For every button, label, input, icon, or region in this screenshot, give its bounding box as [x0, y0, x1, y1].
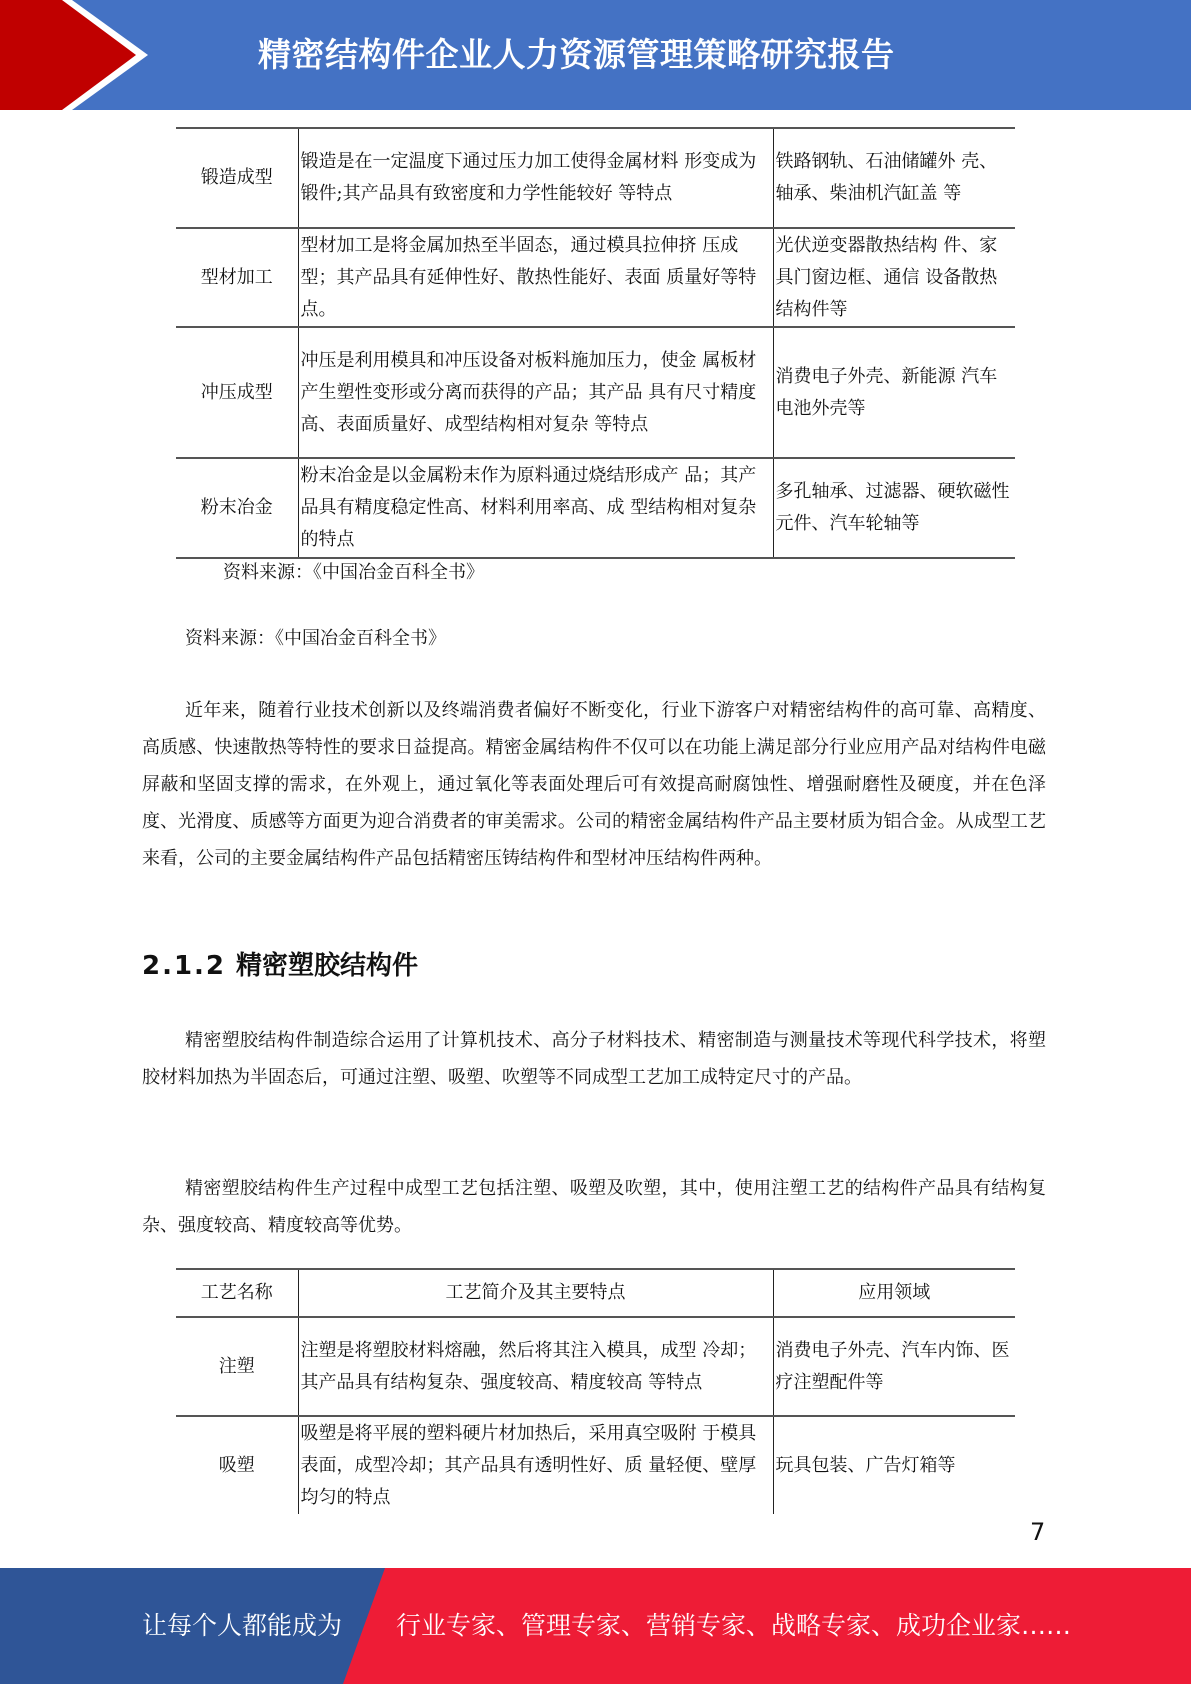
- body-paragraph: 近年来，随着行业技术创新以及终端消费者偏好不断变化，行业下游客户对精密结构件的高可靠、高精度、高质感、快速散热等特性的要求日益提高。精密金属结构件不仅可以在功能上满足部分行业应用产品对结构件电磁屏蔽和坚固支撑的需求，在外观上，通过氧化等表面处理后可有效提高耐腐蚀性、增强耐磨性及硬度，并在色泽度、光滑度、质感等方面更为迎合消费者的审美需求。公司的精密金属结构件产品主要材质为铝合金。从成型工艺来看，公司的主要金属结构件产品包括精密压铸结构件和型材冲压结构件两种。: [142, 700, 1046, 869]
- metal-process-table: [176, 127, 1015, 559]
- process-applications: 玩具包装、广告灯箱等: [775, 1454, 956, 1476]
- process-applications: 光伏逆变器散热结构 件、家具门窗边框、通信 设备散热结构件等: [775, 234, 998, 320]
- footer-slogan-right: 行业专家、管理专家、营销专家、战略专家、成功企业家……: [396, 1611, 1072, 1640]
- page-number: 7: [1030, 1518, 1046, 1546]
- table-header-row: [176, 1269, 1015, 1317]
- column-header: 应用领域: [858, 1282, 931, 1303]
- footer-slogan-left: 让每个人都能成为: [142, 1611, 343, 1640]
- process-name: 锻造成型: [176, 128, 298, 228]
- table-row: [176, 1416, 1015, 1514]
- body-paragraph: 精密塑胶结构件制造综合运用了计算机技术、高分子材料技术、精密制造与测量技术等现代科学技术，将塑胶材料加热为半固态后，可通过注塑、吸塑、吹塑等不同成型工艺加工成特定尺寸的产品。: [142, 1030, 1046, 1088]
- process-description: 注塑是将塑胶材料熔融，然后将其注入模具，成型 冷却；其产品具有结构复杂、强度较高、精度较高 等特点: [298, 1317, 773, 1416]
- process-applications: 铁路钢轨、石油储罐外 壳、轴承、柴油机汽缸盖 等: [775, 151, 998, 204]
- header-banner: [0, 0, 1191, 110]
- report-title: 精密结构件企业人力资源管理策略研究报告: [258, 35, 895, 74]
- table-row: [176, 458, 1015, 558]
- process-name: 注塑: [176, 1317, 298, 1416]
- section-title: 精密塑胶结构件: [236, 951, 419, 981]
- process-description: 冲压是利用模具和冲压设备对板料施加压力，使金 属板材产生塑性变形或分离而获得的产品；其产品 具有尺寸精度高、表面质量好、成型结构相对复杂 等特点: [298, 327, 773, 458]
- table-source-note: 资料来源：《中国冶金百科全书》: [223, 562, 484, 583]
- source-note: 资料来源：《中国冶金百科全书》: [185, 628, 446, 649]
- process-description: 吸塑是将平展的塑料硬片材加热后，采用真空吸附 于模具表面，成型冷却；其产品具有透明性好、质 量轻便、壁厚均匀的特点: [298, 1416, 773, 1514]
- plastic-process-table: [176, 1268, 1015, 1514]
- table-row: [176, 228, 1015, 327]
- process-applications: 多孔轴承、过滤器、硬软磁性元件、汽车轮轴等: [775, 481, 1010, 534]
- process-name: 吸塑: [176, 1416, 298, 1514]
- process-applications: 消费电子外壳、汽车内饰、医疗注塑配件等: [775, 1339, 1010, 1393]
- process-description: 型材加工是将金属加热至半固态，通过模具拉伸挤 压成型；其产品具有延伸性好、散热性能好、表面 质量好等特点。: [298, 228, 773, 327]
- process-description: 锻造是在一定温度下通过压力加工使得金属材料 形变成为锻件;其产品具有致密度和力学性能较好 等特点: [298, 128, 773, 228]
- column-header: 工艺名称: [176, 1269, 298, 1317]
- table-row: [176, 1317, 1015, 1416]
- table-row: [176, 128, 1015, 228]
- process-name: 粉末冶金: [176, 458, 298, 558]
- column-header: 工艺简介及其主要特点: [298, 1269, 773, 1317]
- process-name: 冲压成型: [176, 327, 298, 458]
- table-row: [176, 327, 1015, 458]
- body-paragraph: 精密塑胶结构件生产过程中成型工艺包括注塑、吸塑及吹塑，其中，使用注塑工艺的结构件产品具有结构复杂、强度较高、精度较高等优势。: [142, 1178, 1046, 1236]
- process-name: 型材加工: [176, 228, 298, 327]
- red-arrow-icon: [0, 0, 160, 110]
- section-heading: [142, 948, 418, 984]
- process-applications: 消费电子外壳、新能源 汽车电池外壳等: [775, 365, 998, 419]
- footer-banner: [0, 1568, 1191, 1684]
- section-number: 2.1.2: [142, 951, 227, 981]
- process-description: 粉末冶金是以金属粉末作为原料通过烧结形成产 品；其产品具有精度稳定性高、材料利用率高、成 型结构相对复杂的特点: [298, 458, 773, 558]
